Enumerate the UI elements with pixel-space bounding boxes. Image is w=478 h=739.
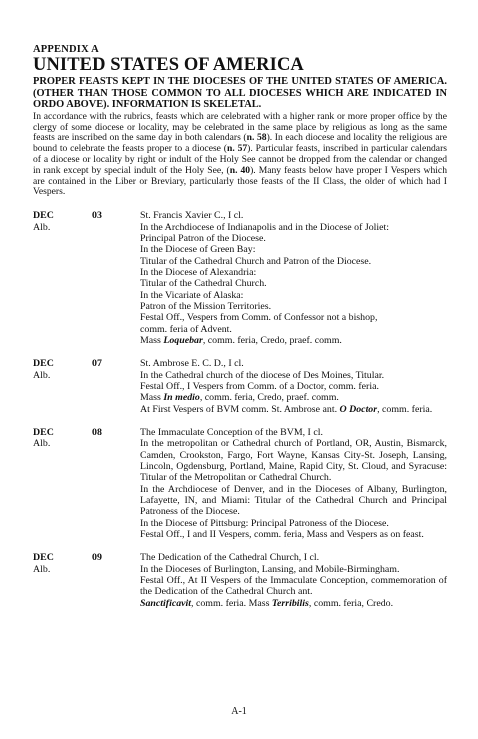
entry-text-run: At First Vespers of BVM comm. St. Ambrose ant. — [140, 403, 340, 415]
entry-text-run: Mass — [140, 334, 164, 346]
entry-line: Patron of the Mission Territories. — [140, 300, 272, 312]
entry-text — [140, 552, 447, 609]
entry-line — [140, 404, 447, 415]
entry-month: DEC — [33, 358, 54, 370]
entry-text-run: , comm. feria, Credo, praef. comm. — [202, 334, 342, 346]
entry-antiphon-name: O Doctor — [339, 403, 378, 415]
intro-paragraph — [33, 112, 447, 198]
entry-line: Festal Off., I Vespers from Comm. of a Doctor, comm. feria. — [140, 380, 379, 392]
entry-line: Festal Off., Vespers from Comm. of Confessor not a bishop, — [140, 312, 378, 324]
feast-entry — [33, 358, 447, 415]
entry-line: In the Archdiocese of Denver, and in the Dioceses of Albany, Burlington, Lafayette, IN, and Miami: Titular of the Cathedral Church and Principal Patroness of the Diocese. — [140, 483, 447, 518]
entry-line: In the Vicariate of Alaska: — [140, 289, 244, 301]
entry-line: In the Archdiocese of Indianapolis and in the Diocese of Joliet: — [140, 221, 389, 233]
entry-day: 09 — [92, 552, 102, 564]
entry-line: comm. feria of Advent. — [140, 323, 232, 335]
intro-ref: n. 40 — [229, 164, 251, 176]
entry-month-column — [33, 552, 92, 609]
entry-line: Titular of the Cathedral Church and Patron of the Diocese. — [140, 255, 372, 267]
entry-mass-name: In medio — [163, 392, 200, 404]
entry-text — [140, 427, 447, 540]
entry-month: DEC — [33, 427, 54, 438]
entry-line: Principal Patron of the Diocese. — [140, 232, 266, 244]
entry-line: Festal Off., I and II Vespers, comm. feria, Mass and Vespers as on feast. — [140, 529, 424, 541]
entry-text-run: , comm. feria. — [377, 403, 433, 415]
entry-month: DEC — [33, 210, 54, 222]
entry-line: The Immaculate Conception of the BVM, I cl. — [140, 427, 323, 438]
entry-text-run: Mass — [140, 392, 164, 404]
entry-day: 07 — [92, 358, 102, 370]
intro-ref: n. 57 — [226, 143, 248, 155]
document-page — [33, 44, 447, 609]
entry-line: In the Dioceses of Burlington, Lansing, and Mobile-Birmingham. — [140, 563, 400, 575]
entry-line: St. Francis Xavier C., I cl. — [140, 210, 244, 222]
feast-entry — [33, 427, 447, 540]
entry-text — [140, 210, 447, 346]
entry-month-column — [33, 427, 92, 540]
intro-text: ). Particular feasts, inscribed in particular calendars of a diocese or locality by right or indult of the Holy See cannot be dropped from the calendar or changed in rank except by special indult of the Holy See, ( — [33, 143, 447, 176]
intro-text: ). Many feasts below have proper I Vespers which are contained in the Liber or Breviary, particularly those feasts of the II Class, the older of which had I Vespers. — [33, 164, 447, 198]
entry-antiphon-name: Sanctificavit — [140, 597, 192, 609]
feast-entry — [33, 552, 447, 609]
entry-day: 03 — [92, 210, 102, 222]
page-title: UNITED STATES OF AMERICA — [33, 55, 304, 75]
entry-line: St. Ambrose E. C. D., I cl. — [140, 358, 244, 370]
intro-text: In accordance with the rubrics, feasts which are celebrated with a higher rank or more proper office by the clergy of some diocese or locality, may be celebrated in the same place by religious as long as the same feasts are inscribed on the same day in both calendars ( — [33, 110, 447, 144]
entry-color: Alb. — [33, 563, 51, 575]
entry-line — [140, 335, 447, 346]
entry-color: Alb. — [33, 438, 51, 450]
entry-line: Festal Off., At II Vespers of the Immaculate Conception, commemoration of the Dedication of the Cathedral Church ant. — [140, 575, 447, 598]
entry-line: In the Diocese of Alexandria: — [140, 266, 257, 278]
entry-text-run: , comm. feria, Credo. — [308, 597, 394, 609]
entry-mass-name: Loquebar — [163, 334, 203, 346]
entry-line: In the Diocese of Green Bay: — [140, 244, 256, 256]
entry-line — [140, 392, 447, 403]
entry-day: 08 — [92, 427, 102, 438]
entry-line: In the Diocese of Pittsburg: Principal Patroness of the Diocese. — [140, 517, 389, 529]
entry-line: In the Cathedral church of the diocese of Des Moines, Titular. — [140, 369, 385, 381]
entry-text-run: , comm. feria, Credo, praef. comm. — [199, 392, 339, 404]
entry-mass-name: Terribilis — [271, 597, 309, 609]
page-subtitle: PROPER FEASTS KEPT IN THE DIOCESES OF THE UNITED STATES OF AMERICA. (OTHER THAN THOSE COMMON TO ALL DIOCESES WHICH ARE INDICATED IN ORDO ABOVE). INFORMATION IS SKELETAL. — [33, 76, 447, 111]
entry-month-column — [33, 210, 92, 346]
entry-text — [140, 358, 447, 415]
entry-line: The Dedication of the Cathedral Church, I cl. — [140, 552, 320, 564]
entry-line: In the metropolitan or Cathedral church of Portland, OR, Austin, Bismarck, Camden, Crookston, Fargo, Fort Wayne, Kansas City-St. Joseph, Lansing, Lincoln, Ogdensburg, Portland, Maine, Rapid City, St. Cloud, and Syracuse: Titular of the Metropolitan or Cathedral Church. — [140, 438, 447, 484]
page-number: A-1 — [231, 706, 247, 717]
entry-month-column — [33, 358, 92, 415]
entry-text-run: , comm. feria. Mass — [191, 597, 272, 609]
entry-line: Titular of the Cathedral Church. — [140, 278, 267, 290]
entry-month: DEC — [33, 552, 54, 564]
feast-entry — [33, 210, 447, 346]
entry-color: Alb. — [33, 221, 51, 233]
entry-color: Alb. — [33, 369, 51, 381]
appendix-label: APPENDIX A — [33, 44, 99, 55]
intro-text: ). In each diocese and locality the religious are bound to celebrate the feasts proper to a diocese ( — [33, 132, 447, 155]
entry-line — [140, 598, 447, 609]
intro-ref: n. 58 — [246, 132, 267, 144]
